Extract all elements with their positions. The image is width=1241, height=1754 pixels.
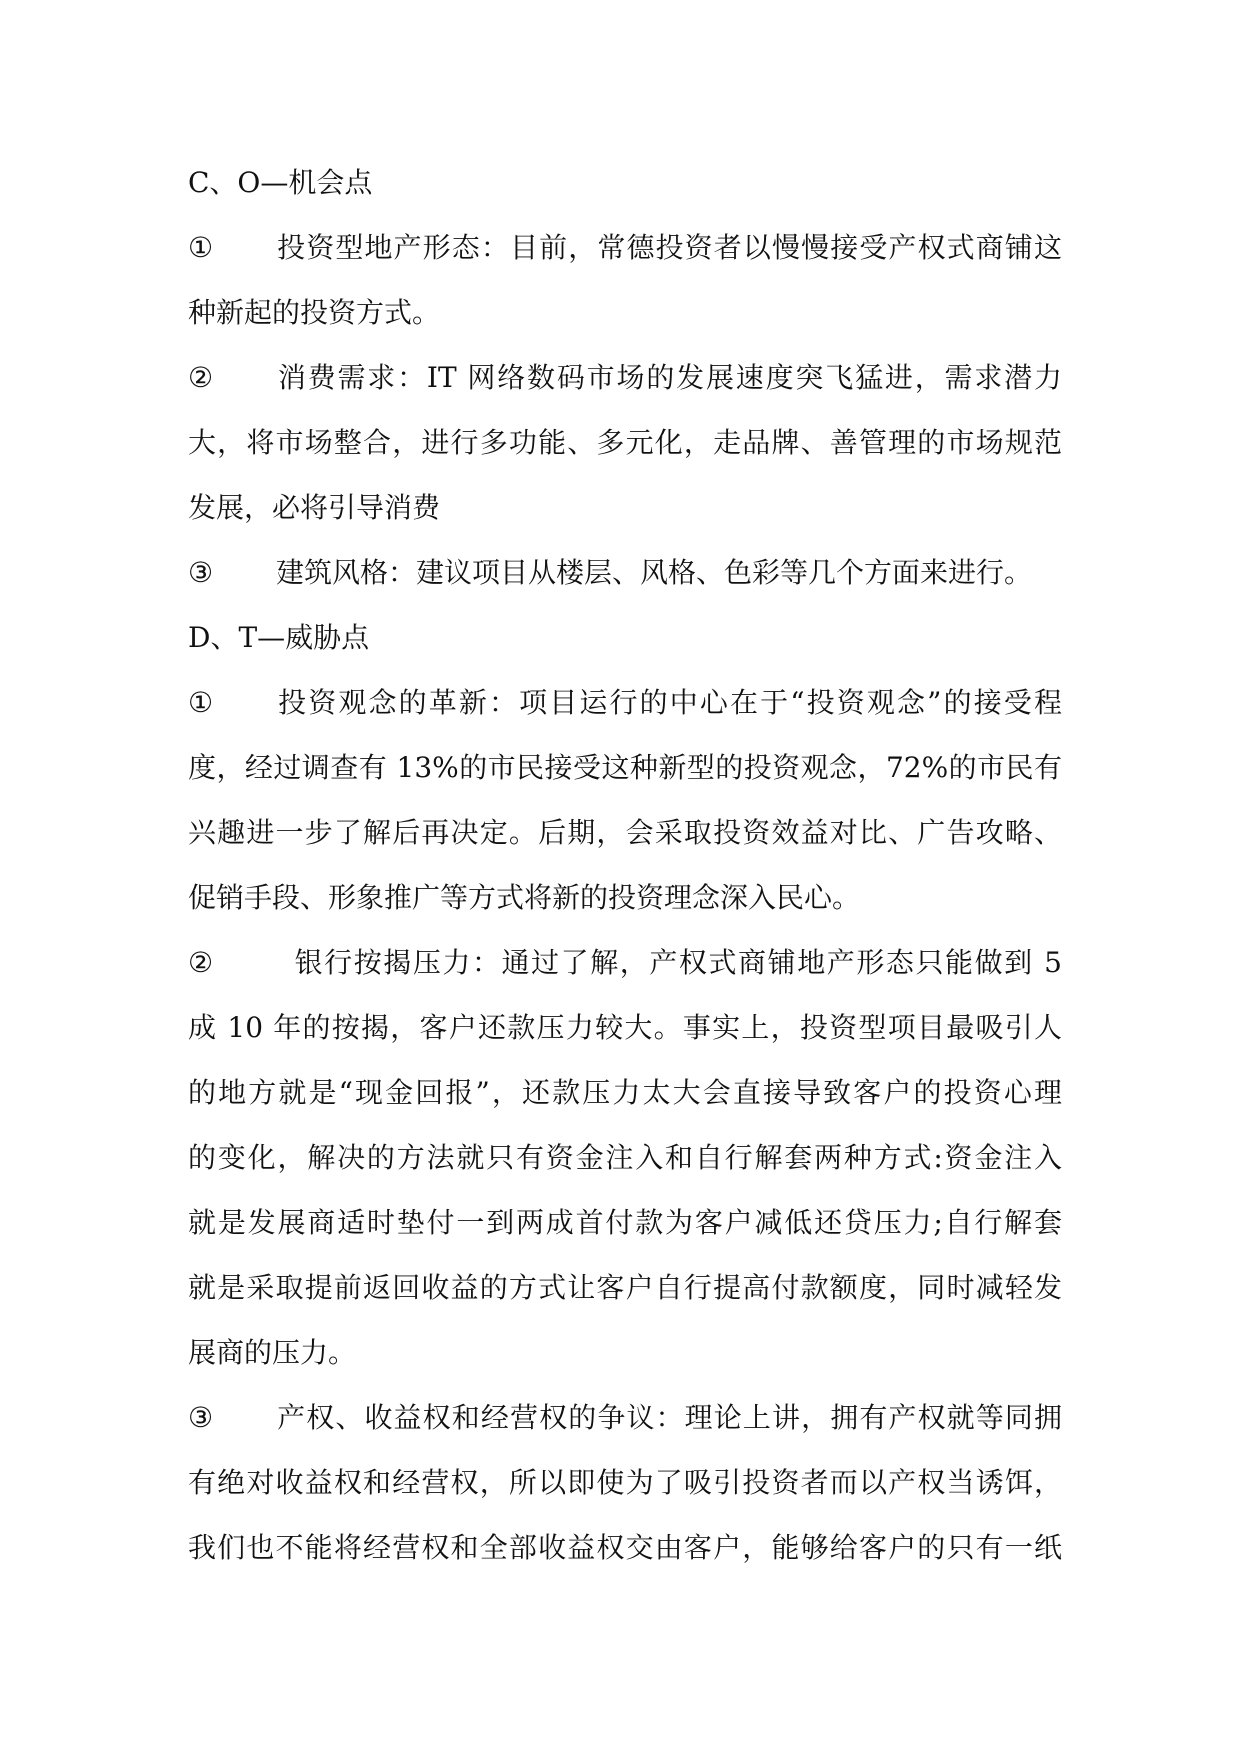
text-line: 就是采取提前返回收益的方式让客户自行提高付款额度，同时减轻发 — [188, 1271, 1062, 1304]
text-line: 就是发展商适时垫付一到两成首付款为客户减低还贷压力;自行解套 — [188, 1206, 1062, 1239]
document-body — [188, 150, 1062, 1580]
text-line: 促销手段、形象推广等方式将新的投资理念深入民心。 — [188, 881, 861, 914]
section-heading: C、O—机会点 — [188, 166, 373, 199]
text-line: 兴趣进一步了解后再决定。后期，会采取投资效益对比、广告攻略、 — [188, 816, 1062, 849]
text-line: 种新起的投资方式。 — [188, 296, 441, 329]
list-marker: ① — [188, 231, 214, 264]
section-heading: D、T—威胁点 — [188, 621, 370, 654]
text-line-content: 消费需求：IT 网络数码市场的发展速度突飞猛进，需求潜力 — [276, 361, 1062, 394]
text-line-content: 银行按揭压力：通过了解，产权式商铺地产形态只能做到 5 — [293, 946, 1062, 979]
text-line: 有绝对收益权和经营权，所以即使为了吸引投资者而以产权当诱饵， — [188, 1466, 1062, 1499]
text-line: 度，经过调查有 13%的市民接受这种新型的投资观念，72%的市民有 — [188, 751, 1062, 784]
list-marker: ② — [188, 946, 214, 979]
text-line: 展商的压力。 — [188, 1336, 357, 1369]
list-marker: ③ — [188, 556, 214, 589]
text-line: 的地方就是“现金回报”，还款压力太大会直接导致客户的投资心理 — [188, 1076, 1062, 1109]
list-marker: ② — [188, 361, 214, 394]
list-marker: ③ — [188, 1401, 214, 1434]
text-line — [188, 540, 1062, 605]
list-item — [188, 540, 1062, 605]
text-line — [188, 930, 1062, 995]
list-item — [188, 215, 1062, 345]
list-item — [188, 670, 1062, 930]
text-line: 大，将市场整合，进行多功能、多元化，走品牌、善管理的市场规范 — [188, 426, 1062, 459]
text-line — [188, 1385, 1062, 1450]
text-line: 我们也不能将经营权和全部收益权交由客户，能够给客户的只有一纸 — [188, 1531, 1062, 1564]
list-marker: ① — [188, 686, 214, 719]
text-line-content: 产权、收益权和经营权的争议：理论上讲，拥有产权就等同拥 — [276, 1401, 1062, 1434]
text-line: 成 10 年的按揭，客户还款压力较大。事实上，投资型项目最吸引人 — [188, 1011, 1062, 1044]
list-item — [188, 930, 1062, 1385]
list-item — [188, 1385, 1062, 1580]
text-line — [188, 345, 1062, 410]
text-line: 的变化，解决的方法就只有资金注入和自行解套两种方式:资金注入 — [188, 1141, 1062, 1174]
text-line: 发展，必将引导消费 — [188, 491, 441, 524]
text-line-content: 投资型地产形态：目前，常德投资者以慢慢接受产权式商铺这 — [276, 231, 1062, 264]
text-line-content: 投资观念的革新：项目运行的中心在于“投资观念”的接受程 — [276, 686, 1062, 719]
text-line-content: 建筑风格：建议项目从楼层、风格、色彩等几个方面来进行。 — [276, 556, 1033, 589]
text-line — [188, 670, 1062, 735]
list-item — [188, 345, 1062, 540]
text-line — [188, 215, 1062, 280]
